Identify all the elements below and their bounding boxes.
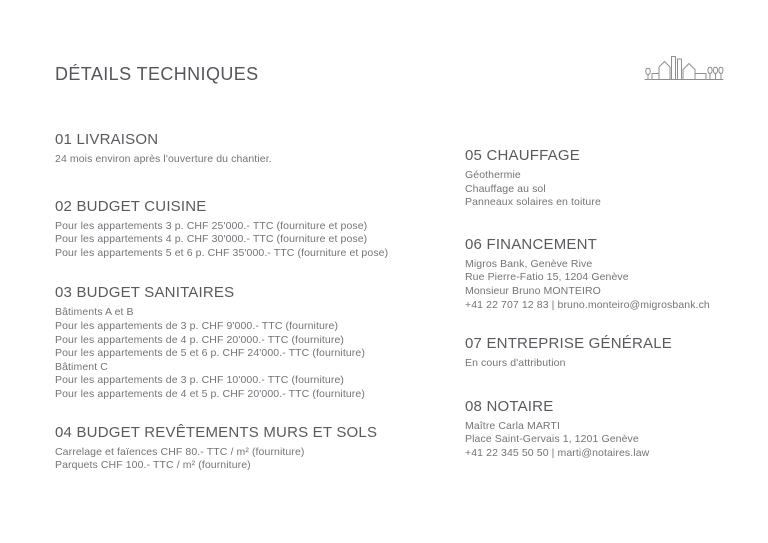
section-title: 05 CHAUFFAGE <box>465 147 580 164</box>
section-line: Carrelage et faïences CHF 80.- TTC / m² (fourniture) <box>55 445 305 458</box>
section-line: Pour les appartements 3 p. CHF 25'000.- TTC (fourniture et pose) <box>55 219 368 232</box>
section-line: Parquets CHF 100.- TTC / m² (fourniture) <box>55 459 251 472</box>
section-line: Pour les appartements de 4 p. CHF 20'000.- TTC (fourniture) <box>55 333 345 346</box>
section-line: Monsieur Bruno MONTEIRO <box>465 284 601 297</box>
section-line: Rue Pierre-Fatio 15, 1204 Genève <box>465 271 629 284</box>
section-line: Pour les appartements de 5 et 6 p. CHF 24'000.- TTC (fourniture) <box>55 347 365 360</box>
section-financement <box>465 235 750 312</box>
village-skyline-icon <box>644 53 724 81</box>
section-line: Pour les appartements 4 p. CHF 30'000.- TTC (fourniture et pose) <box>55 233 368 246</box>
section-chauffage <box>465 146 750 210</box>
section-line: Place Saint-Gervais 1, 1201 Genève <box>465 433 639 446</box>
section-livraison <box>55 130 425 167</box>
section-line: Pour les appartements de 3 p. CHF 10'000.- TTC (fourniture) <box>55 374 345 387</box>
section-line: Chauffage au sol <box>465 182 546 195</box>
left-column <box>55 130 425 473</box>
section-notaire <box>465 397 750 461</box>
section-line: Pour les appartements de 3 p. CHF 9'000.- TTC (fourniture) <box>55 319 339 332</box>
section-budget-revetements <box>55 423 425 473</box>
section-line: Bâtiment C <box>55 360 108 373</box>
section-line: Géothermie <box>465 169 521 181</box>
section-title: 08 NOTAIRE <box>465 397 554 415</box>
section-line: En cours d'attribution <box>465 357 566 370</box>
section-line: 24 mois environ après l'ouverture du chantier. <box>55 153 272 165</box>
section-title: 07 ENTREPRISE GÉNÉRALE <box>465 335 672 353</box>
section-line: Bâtiments A et B <box>55 306 134 319</box>
section-line contact-line: +41 22 345 50 50 | marti@notaires.law <box>465 446 650 459</box>
section-title: 01 LIVRAISON <box>55 131 159 148</box>
section-line: Migros Bank, Genève Rive <box>465 257 593 270</box>
section-title: 03 BUDGET SANITAIRES <box>55 284 235 302</box>
section-entreprise-generale <box>465 334 750 371</box>
section-budget-sanitaires <box>55 283 425 401</box>
right-column <box>465 146 750 461</box>
section-line contact-line: +41 22 707 12 83 | bruno.monteiro@migrosbank.ch <box>465 298 710 311</box>
section-line: Pour les appartements de 4 et 5 p. CHF 20'000.- TTC (fourniture) <box>55 387 365 400</box>
section-line: Maître Carla MARTI <box>465 419 560 432</box>
section-title: 02 BUDGET CUISINE <box>55 197 207 215</box>
page-title: DÉTAILS TECHNIQUES <box>55 64 259 85</box>
section-title: 06 FINANCEMENT <box>465 235 597 253</box>
section-budget-cuisine <box>55 197 425 261</box>
section-title: 04 BUDGET REVÊTEMENTS MURS ET SOLS <box>55 423 378 441</box>
section-line: Panneaux solaires en toiture <box>465 196 601 209</box>
section-line: Pour les appartements 5 et 6 p. CHF 35'000.- TTC (fourniture et pose) <box>55 246 389 259</box>
